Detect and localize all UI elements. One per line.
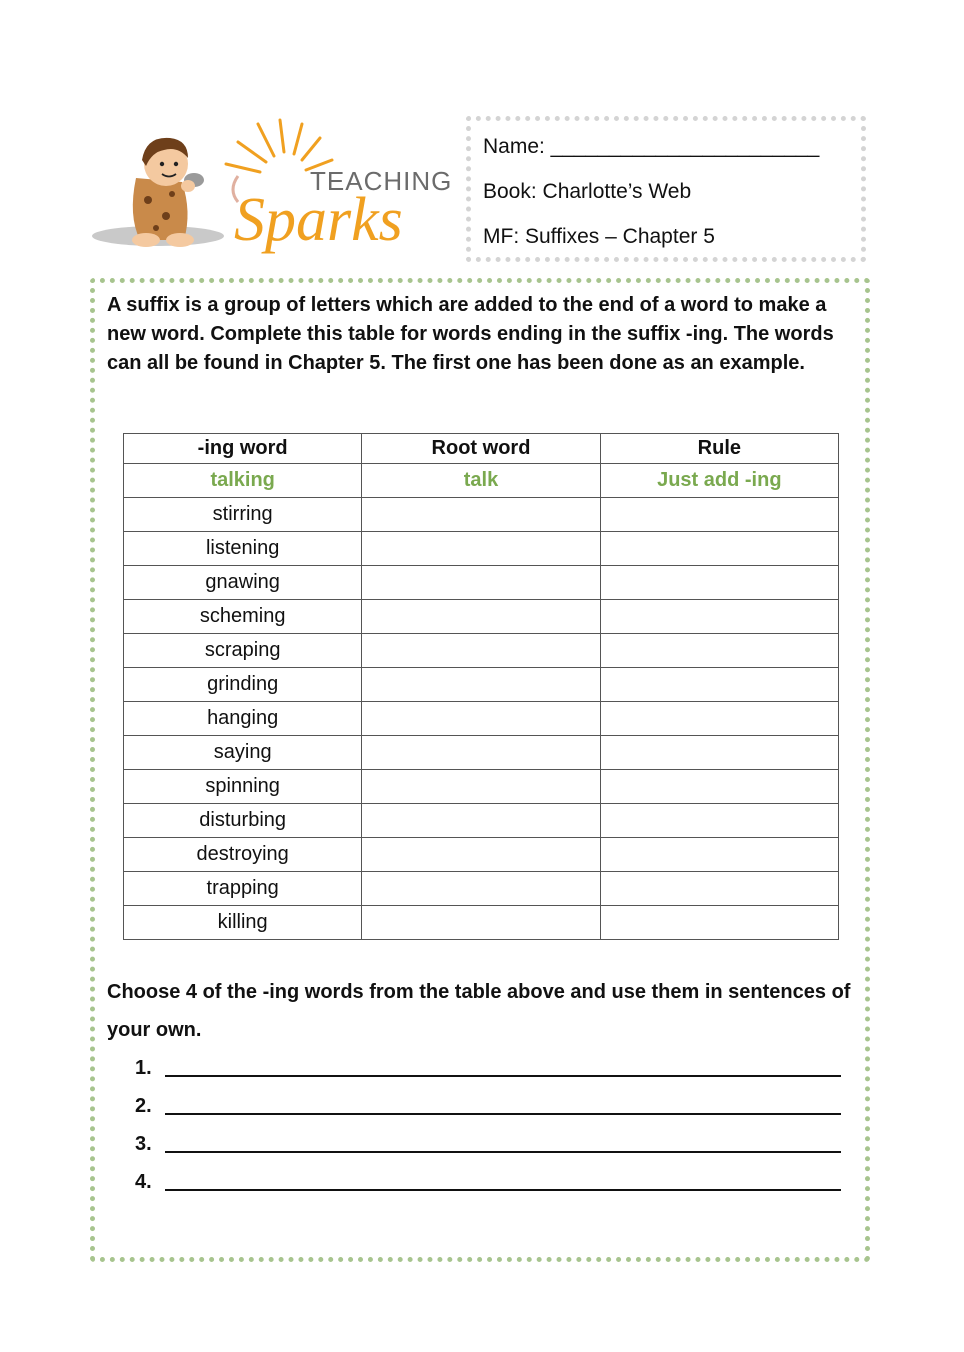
rule-input-cell[interactable]	[600, 634, 838, 668]
table-row	[124, 668, 839, 702]
table-row	[124, 702, 839, 736]
root-word-input-cell[interactable]	[362, 498, 600, 532]
logo-teaching-text: TEACHING	[310, 166, 450, 196]
rule-input-cell[interactable]	[600, 906, 838, 940]
root-word-input-cell[interactable]	[362, 736, 600, 770]
root-word-input-cell[interactable]	[362, 838, 600, 872]
rule-input-cell[interactable]	[600, 736, 838, 770]
rule-input-cell[interactable]	[600, 668, 838, 702]
root-word-input-cell[interactable]	[362, 702, 600, 736]
sentence-number: 3.	[135, 1133, 152, 1155]
table-row	[124, 736, 839, 770]
table-row	[124, 804, 839, 838]
sentence-number: 4.	[135, 1171, 152, 1193]
ing-word-cell: gnawing	[124, 566, 362, 600]
book-title: Book: Charlotte’s Web	[483, 180, 692, 203]
table-header-row	[124, 434, 839, 464]
example-rule: Just add -ing	[600, 464, 838, 498]
rule-input-cell[interactable]	[600, 770, 838, 804]
root-word-input-cell[interactable]	[362, 532, 600, 566]
example-row	[124, 464, 839, 498]
rule-input-cell[interactable]	[600, 532, 838, 566]
rule-input-cell[interactable]	[600, 804, 838, 838]
sentence-task-prompt: Choose 4 of the -ing words from the table above and use them in sentences of your own.	[107, 981, 851, 1041]
table-row	[124, 838, 839, 872]
ing-word-cell: grinding	[124, 668, 362, 702]
table-row	[124, 770, 839, 804]
rule-input-cell[interactable]	[600, 872, 838, 906]
root-word-input-cell[interactable]	[362, 770, 600, 804]
sentence-line-1[interactable]	[135, 1049, 841, 1087]
worksheet-body	[90, 278, 870, 1262]
student-info-box	[466, 116, 866, 262]
rule-input-cell[interactable]	[600, 838, 838, 872]
ing-word-cell: saying	[124, 736, 362, 770]
sentence-number: 1.	[135, 1057, 152, 1079]
writing-line[interactable]	[165, 1113, 841, 1115]
table-row	[124, 532, 839, 566]
table-row	[124, 600, 839, 634]
sentence-line-3[interactable]	[135, 1125, 841, 1163]
rule-input-cell[interactable]	[600, 702, 838, 736]
name-field[interactable]: Name: _______________________	[483, 135, 820, 158]
logo-sparks-text: Sparks	[234, 186, 403, 254]
suffix-table	[123, 433, 839, 940]
table-row	[124, 906, 839, 940]
writing-line[interactable]	[165, 1189, 841, 1191]
ing-word-cell: killing	[124, 906, 362, 940]
header-root-word: Root word	[362, 434, 600, 464]
writing-line[interactable]	[165, 1151, 841, 1153]
ing-word-cell: scraping	[124, 634, 362, 668]
root-word-input-cell[interactable]	[362, 600, 600, 634]
instructions-text: A suffix is a group of letters which are added to the end of a word to make a new word. Complete this table for words ending in the suffix -ing. The words can all be found in Chapter 5. The first one has been done as an example.	[107, 294, 834, 374]
worksheet-topic: MF: Suffixes – Chapter 5	[483, 225, 715, 248]
ing-word-cell: disturbing	[124, 804, 362, 838]
ing-word-cell: hanging	[124, 702, 362, 736]
ing-word-cell: destroying	[124, 838, 362, 872]
table-row	[124, 634, 839, 668]
ing-word-cell: spinning	[124, 770, 362, 804]
root-word-input-cell[interactable]	[362, 872, 600, 906]
ing-word-cell: scheming	[124, 600, 362, 634]
root-word-input-cell[interactable]	[362, 566, 600, 600]
header-ing-word: -ing word	[124, 434, 362, 464]
writing-line[interactable]	[165, 1075, 841, 1077]
sentence-line-2[interactable]	[135, 1087, 841, 1125]
rule-input-cell[interactable]	[600, 600, 838, 634]
root-word-input-cell[interactable]	[362, 634, 600, 668]
ing-word-cell: stirring	[124, 498, 362, 532]
ing-word-cell: listening	[124, 532, 362, 566]
teaching-sparks-logo	[88, 116, 450, 262]
rule-input-cell[interactable]	[600, 566, 838, 600]
sentence-line-4[interactable]	[135, 1163, 841, 1201]
table-row	[124, 498, 839, 532]
root-word-input-cell[interactable]	[362, 906, 600, 940]
root-word-input-cell[interactable]	[362, 668, 600, 702]
rule-input-cell[interactable]	[600, 498, 838, 532]
table-row	[124, 566, 839, 600]
ing-word-cell: trapping	[124, 872, 362, 906]
sentence-number: 2.	[135, 1095, 152, 1117]
root-word-input-cell[interactable]	[362, 804, 600, 838]
example-root-word: talk	[362, 464, 600, 498]
table-row	[124, 872, 839, 906]
example-ing-word: talking	[124, 464, 362, 498]
header-rule: Rule	[600, 434, 838, 464]
